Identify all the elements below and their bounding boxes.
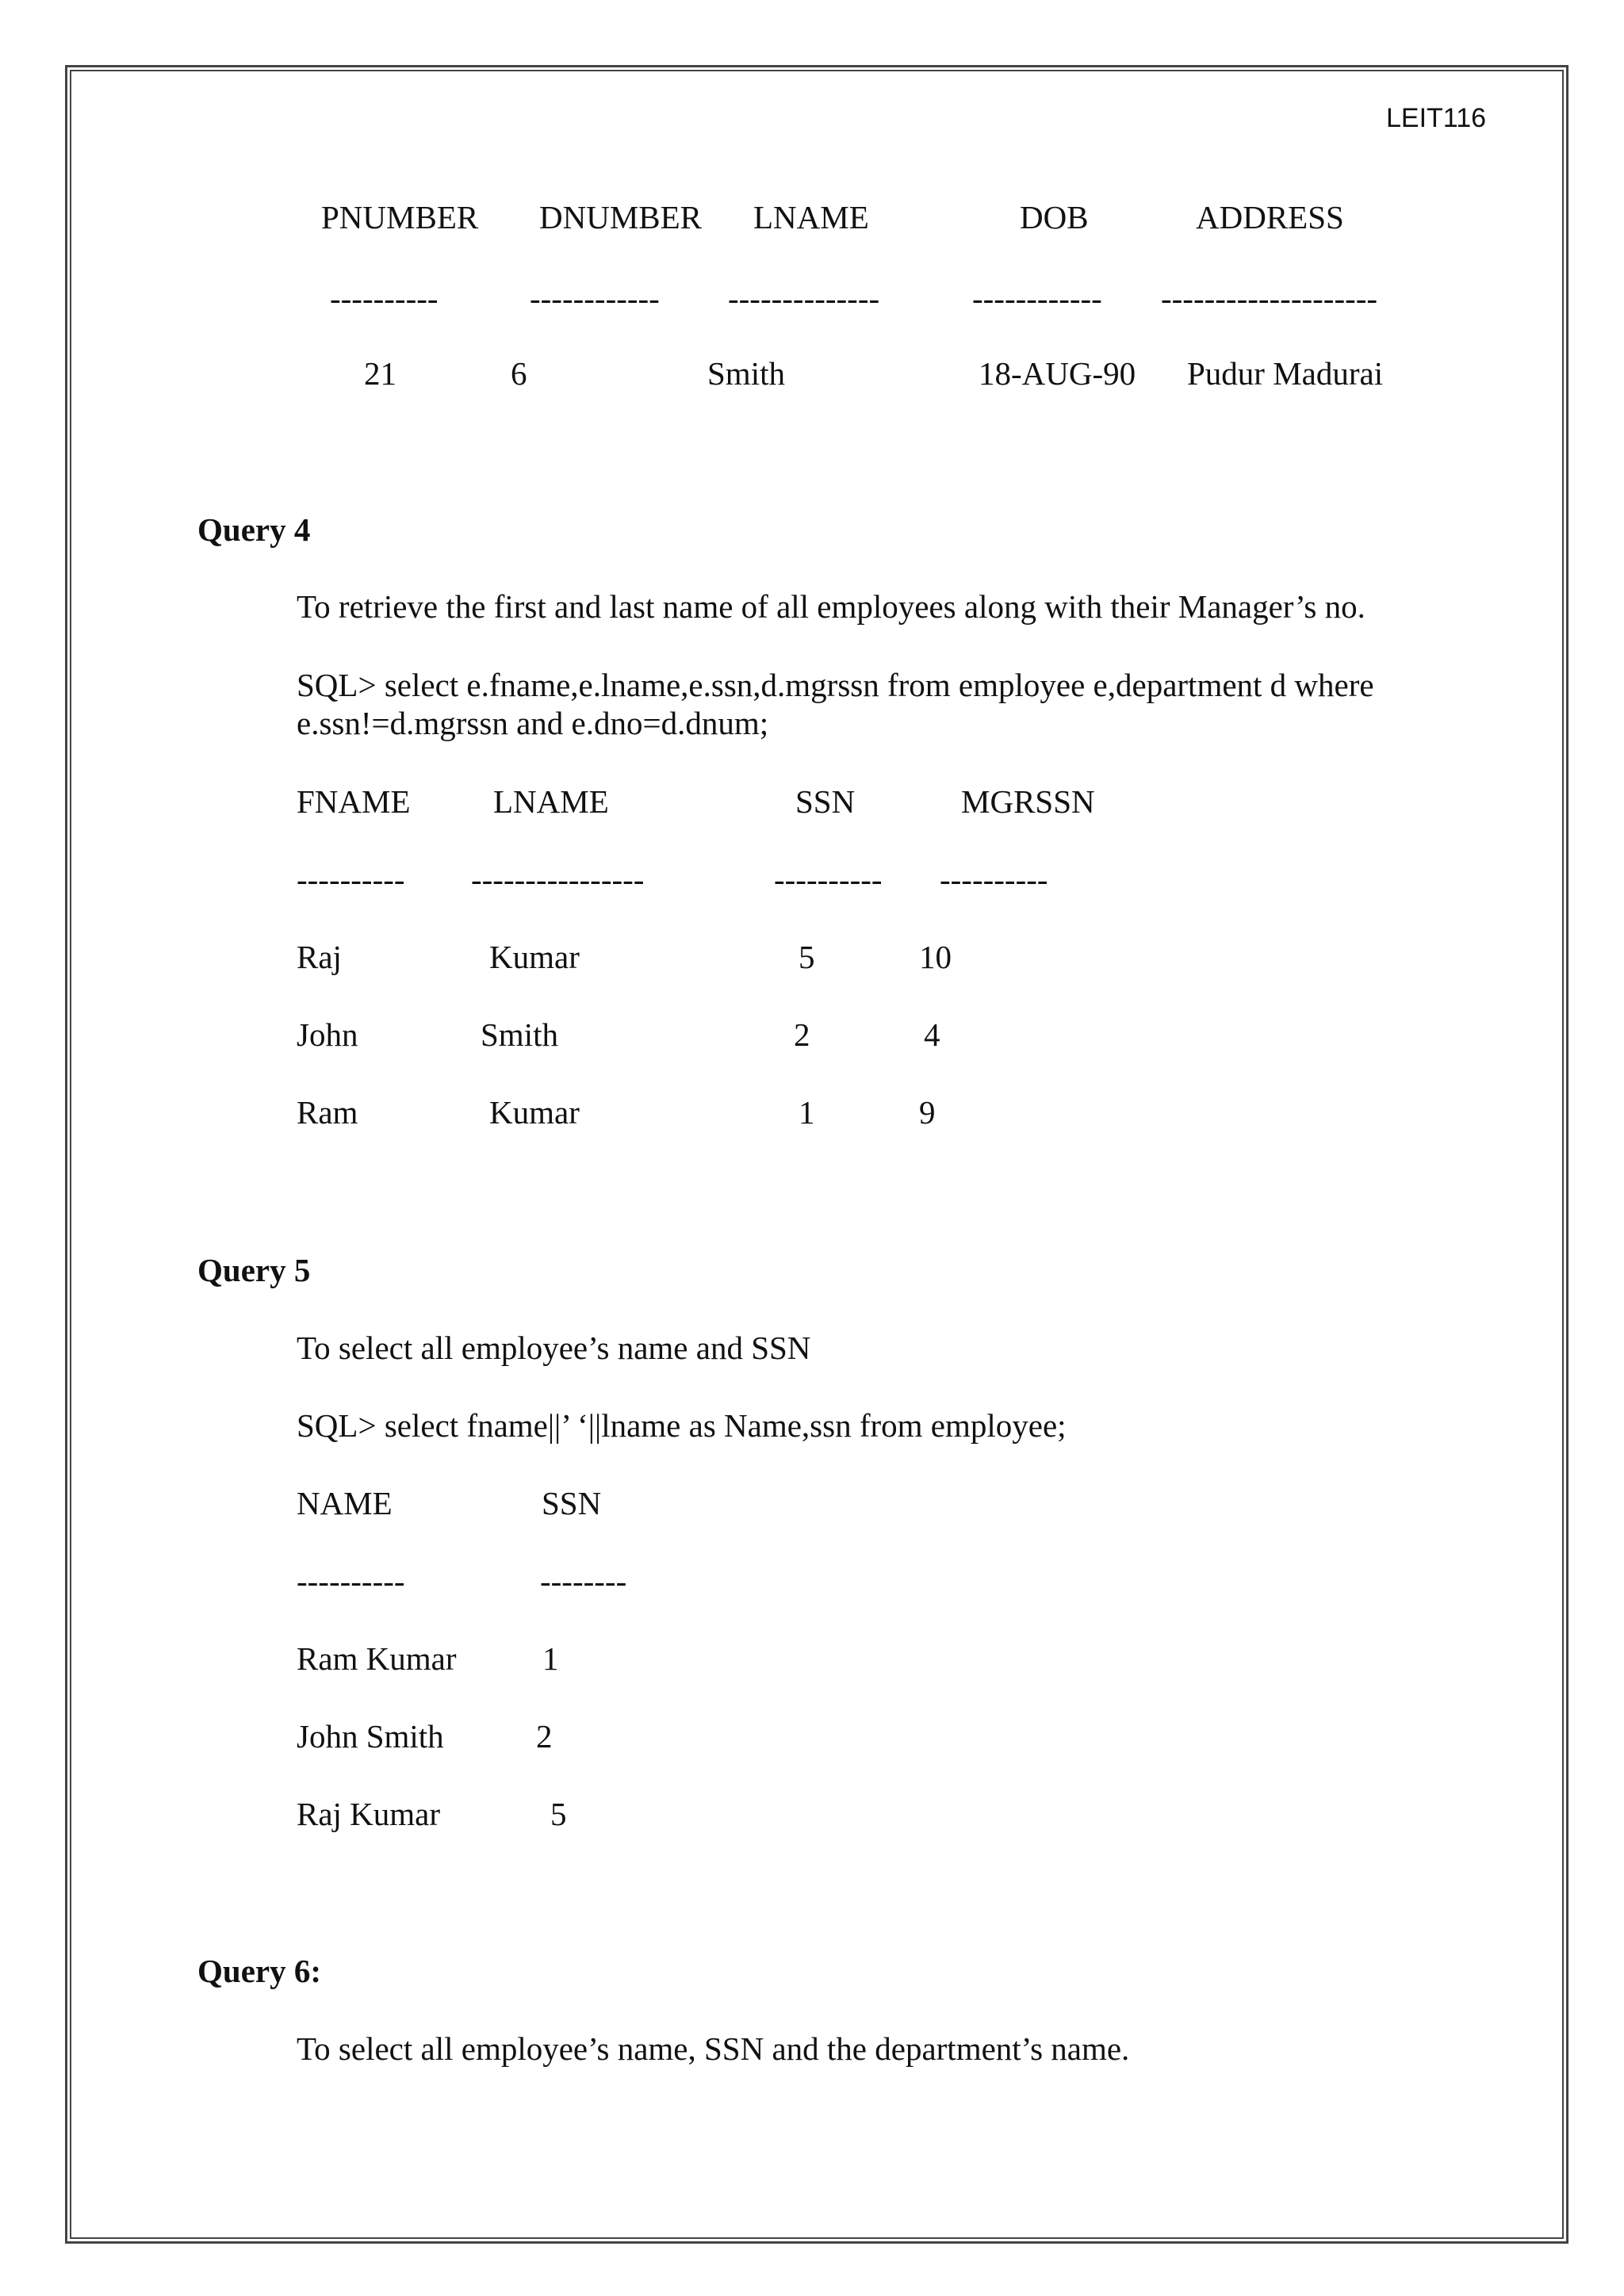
table-separator: ---------- [774, 861, 883, 897]
query-description: To select all employee’s name, SSN and the department’s name. [297, 2030, 1130, 2067]
table-separator: -------------- [728, 280, 880, 316]
query-heading: Query 4 [197, 511, 311, 548]
table-separator: ------------ [972, 280, 1102, 316]
table-header: PNUMBER [321, 199, 479, 235]
table-header: NAME [297, 1485, 393, 1521]
table-separator: -------- [540, 1563, 627, 1599]
table-cell: 9 [919, 1094, 936, 1131]
table-header: DOB [1020, 199, 1089, 235]
table-cell: Smith [707, 355, 785, 392]
table-separator: ---------- [940, 861, 1048, 897]
table-cell: 1 [542, 1640, 559, 1677]
query-description: To select all employee’s name and SSN [297, 1330, 811, 1366]
table-cell: 1 [799, 1094, 815, 1131]
table-cell: Kumar [489, 939, 580, 975]
table-separator: ---------- [330, 280, 439, 316]
table-cell: Pudur Madurai [1187, 355, 1384, 392]
query-heading: Query 5 [197, 1252, 311, 1288]
table-header: MGRSSN [961, 783, 1095, 820]
table-cell: 10 [919, 939, 952, 975]
table-header: LNAME [753, 199, 869, 235]
table-cell: Smith [481, 1016, 558, 1053]
table-cell: 4 [924, 1016, 940, 1053]
table-cell: 18-AUG-90 [979, 355, 1136, 392]
table-cell: Ram [297, 1094, 358, 1131]
table-cell: 2 [536, 1718, 553, 1755]
table-cell: 6 [511, 355, 527, 392]
table-cell: John [297, 1016, 358, 1053]
table-cell: Raj Kumar [297, 1796, 441, 1832]
table-separator: ---------- [297, 1563, 405, 1599]
table-cell: 5 [799, 939, 815, 975]
table-header: FNAME [297, 783, 411, 820]
table-header: ADDRESS [1196, 199, 1344, 235]
page-border-inner [70, 70, 1564, 2239]
table-header: DNUMBER [539, 199, 703, 235]
table-cell: Ram Kumar [297, 1640, 457, 1677]
table-header: SSN [542, 1485, 602, 1521]
sql-statement: SQL> select e.fname,e.lname,e.ssn,d.mgrssn from employee e,department d where [297, 667, 1374, 703]
document-code: LEIT116 [1386, 103, 1487, 133]
table-cell: 5 [550, 1796, 567, 1832]
table-separator: ---------------- [471, 861, 645, 897]
table-cell: 21 [364, 355, 396, 392]
sql-statement: e.ssn!=d.mgrssn and e.dno=d.dnum; [297, 705, 769, 741]
table-cell: John Smith [297, 1718, 444, 1755]
table-header: LNAME [493, 783, 609, 820]
table-cell: 2 [794, 1016, 810, 1053]
table-cell: Raj [297, 939, 342, 975]
sql-statement: SQL> select fname||’ ‘||lname as Name,ssn from employee; [297, 1407, 1067, 1444]
table-header: SSN [795, 783, 856, 820]
query-heading: Query 6: [197, 1953, 321, 1989]
query-description: To retrieve the first and last name of all employees along with their Manager’s no. [297, 588, 1365, 625]
table-separator: -------------------- [1161, 280, 1378, 316]
table-cell: Kumar [489, 1094, 580, 1131]
table-separator: ---------- [297, 861, 405, 897]
table-separator: ------------ [530, 280, 660, 316]
